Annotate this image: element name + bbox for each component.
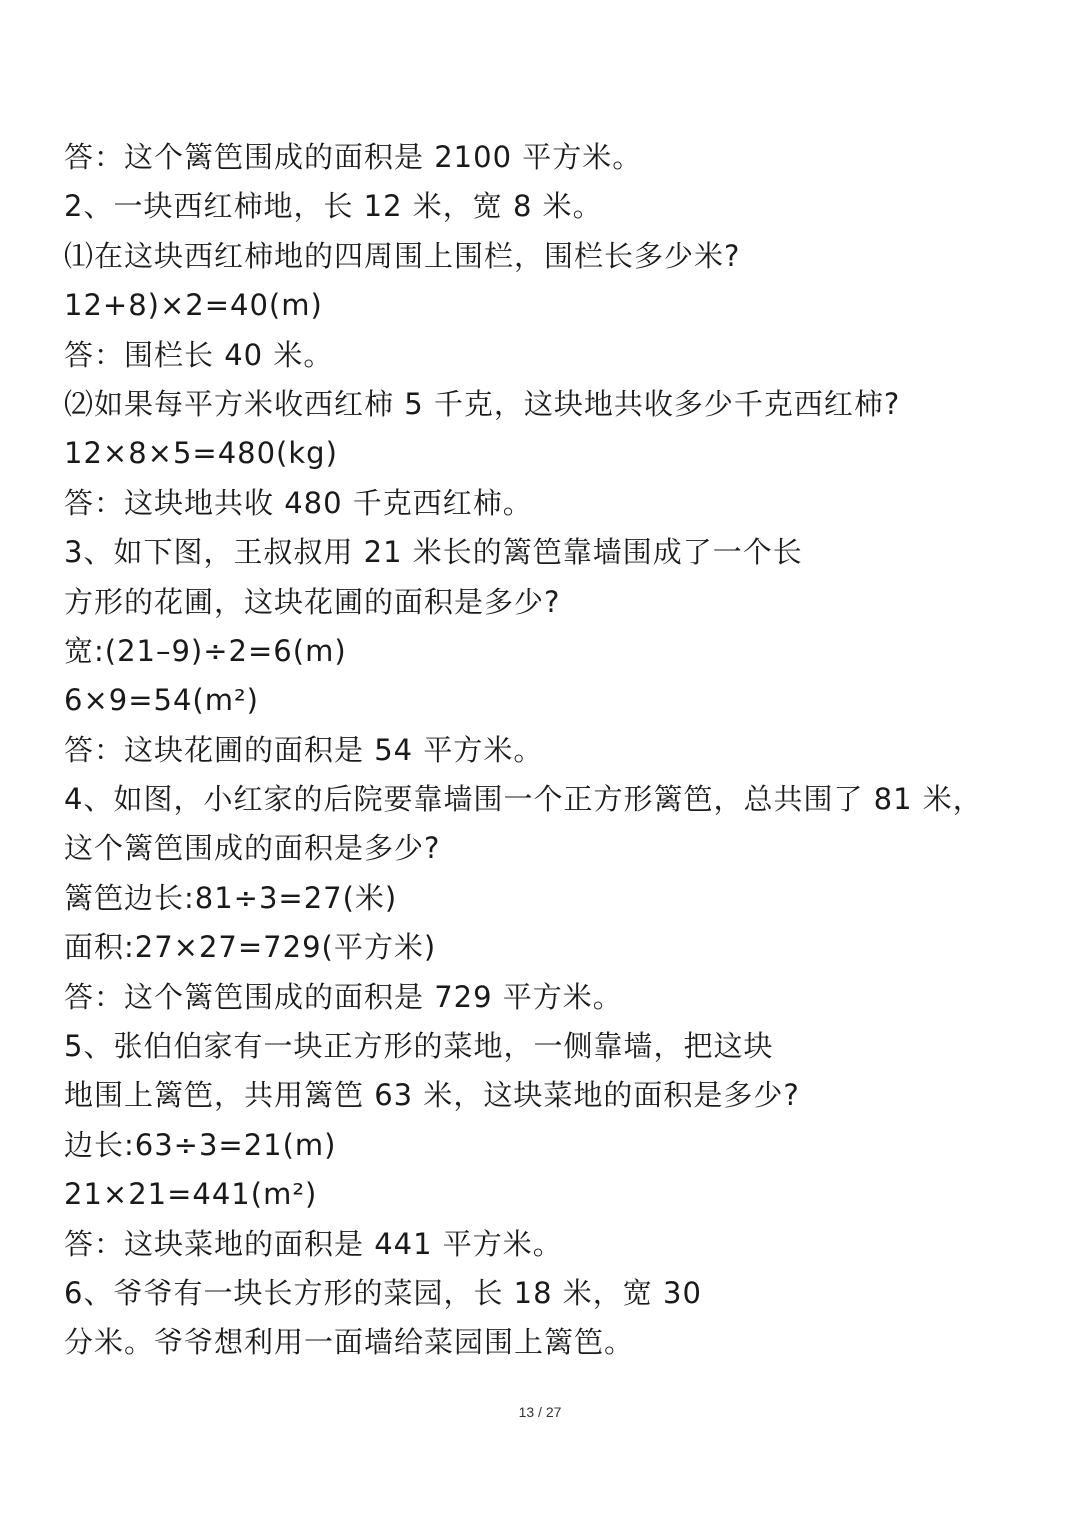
- calculation-line: 12×8×5=480(kg): [64, 436, 338, 471]
- answer-line: 答：这块花圃的面积是 54 平方米。: [64, 732, 544, 767]
- question-4-line: 4、如图，小红家的后院要靠墙围一个正方形篱笆，总共围了 81 米，: [64, 782, 983, 817]
- calculation-line: 宽:(21–9)÷2=6(m): [64, 633, 347, 668]
- question-2-1-line: ⑴在这块西红柿地的四周围上围栏，围栏长多少米?: [64, 238, 741, 273]
- page-number: 13 / 27: [518, 1404, 562, 1420]
- calculation-line: 6×9=54(m²): [64, 683, 259, 718]
- question-5-line: 地围上篱笆，共用篱笆 63 米，这块菜地的面积是多少?: [64, 1078, 800, 1113]
- calculation-line: 21×21=441(m²): [64, 1177, 318, 1212]
- page-content: [64, 133, 1024, 1368]
- question-5-line: 5、张伯伯家有一块正方形的菜地，一侧靠墙，把这块: [64, 1029, 774, 1064]
- question-2-2-line: ⑵如果每平方米收西红柿 5 千克，这块地共收多少千克西红柿?: [64, 386, 901, 421]
- calculation-line: 边长:63÷3=21(m): [64, 1127, 337, 1162]
- question-6-line: 6、爷爷有一块长方形的菜园，长 18 米，宽 30: [64, 1275, 702, 1310]
- question-2-line: 2、一块西红柿地，长 12 米，宽 8 米。: [64, 189, 603, 224]
- calculation-line: 篱笆边长:81÷3=27(米): [64, 880, 398, 915]
- question-4-line: 这个篱笆围成的面积是多少?: [64, 831, 441, 866]
- calculation-line: 12+8)×2=40(m): [64, 288, 323, 323]
- answer-line: 答：这块地共收 480 千克西红柿。: [64, 485, 533, 520]
- answer-line: 答：这个篱笆围成的面积是 2100 平方米。: [64, 140, 643, 174]
- answer-line: 答：这个篱笆围成的面积是 729 平方米。: [64, 979, 623, 1014]
- answer-line: 答：围栏长 40 米。: [64, 337, 334, 372]
- question-3-line: 方形的花圃，这块花圃的面积是多少?: [64, 584, 561, 619]
- answer-line: 答：这块菜地的面积是 441 平方米。: [64, 1226, 563, 1261]
- question-3-line: 3、如下图，王叔叔用 21 米长的篱笆靠墙围成了一个长: [64, 535, 803, 570]
- question-6-line: 分米。爷爷想利用一面墙给菜园围上篱笆。: [64, 1325, 635, 1360]
- calculation-line: 面积:27×27=729(平方米): [64, 930, 437, 965]
